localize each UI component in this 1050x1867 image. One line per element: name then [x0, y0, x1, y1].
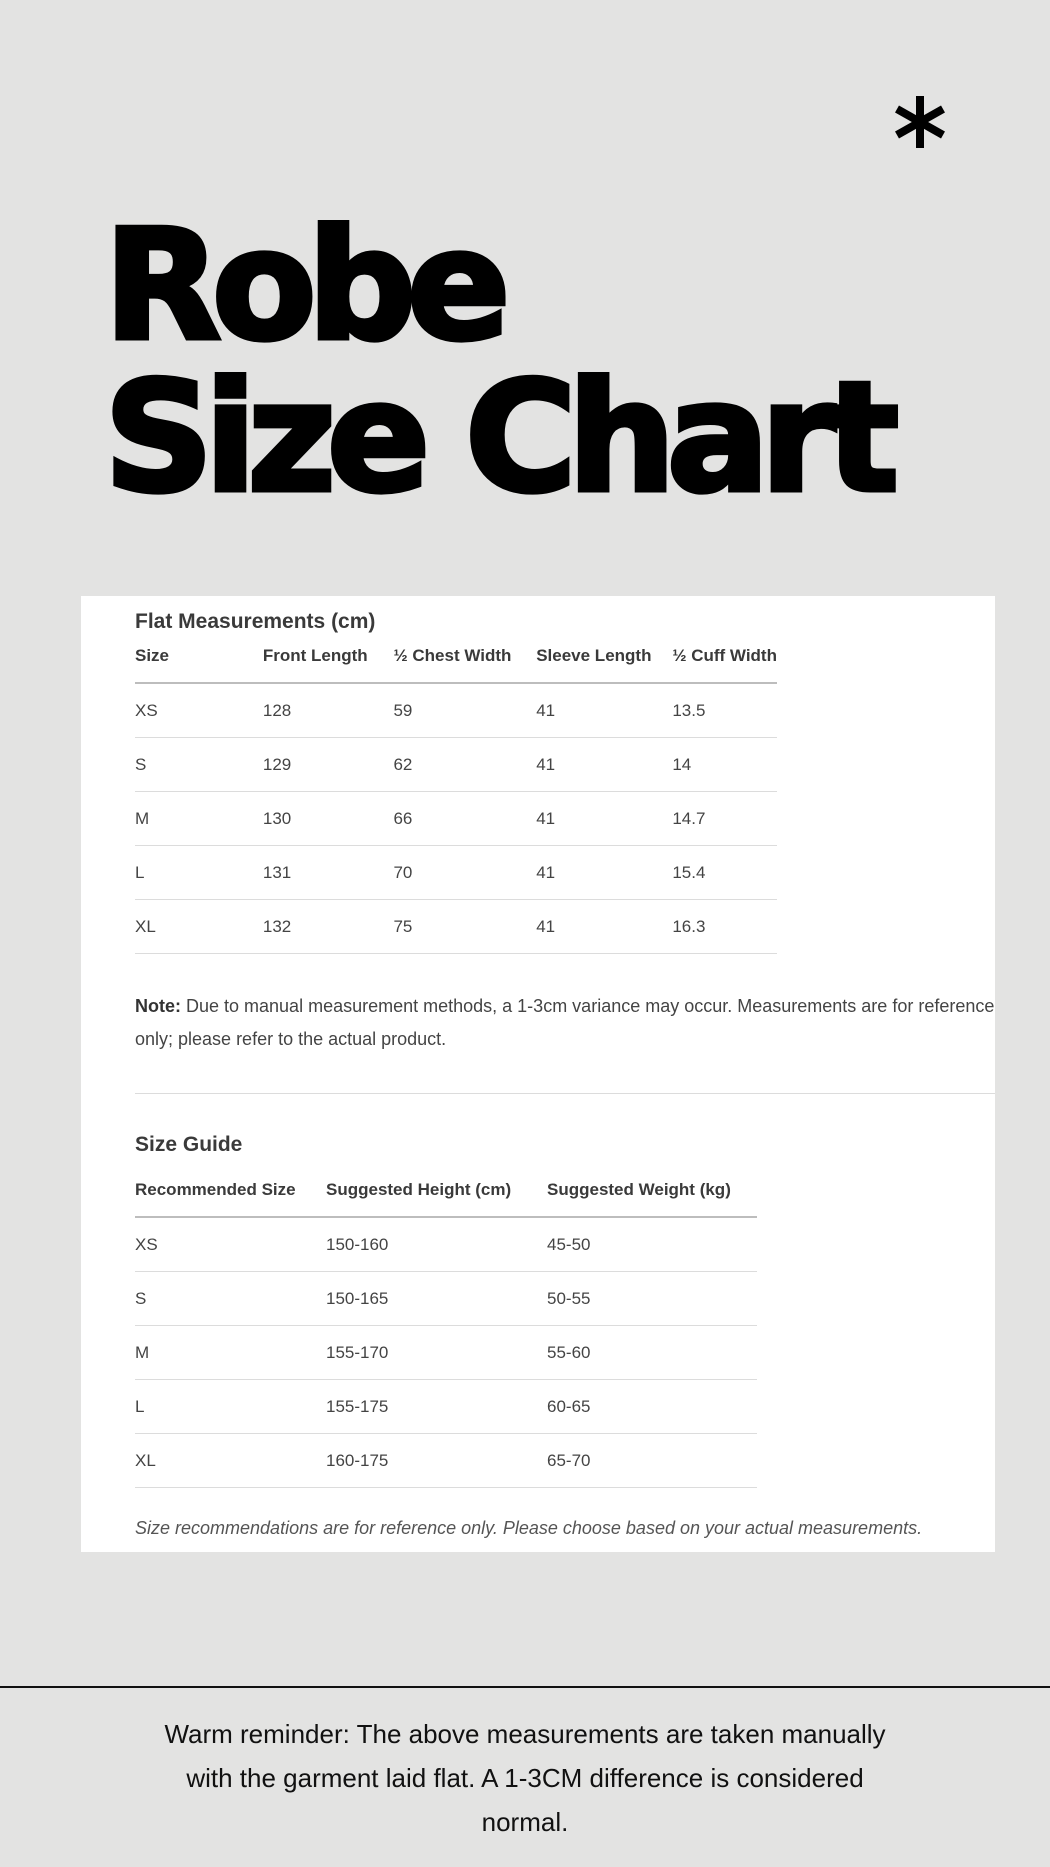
column-header: Suggested Weight (kg): [547, 1164, 757, 1217]
section-divider: [135, 1093, 995, 1094]
title-line-1: Robe: [104, 197, 502, 374]
table-cell: XS: [135, 683, 263, 738]
table-cell: M: [135, 792, 263, 846]
table-cell: 50-55: [547, 1272, 757, 1326]
measurement-note: [135, 990, 995, 1056]
column-header: ½ Chest Width: [393, 630, 536, 683]
table-row: [135, 683, 777, 738]
table-cell: 55-60: [547, 1326, 757, 1380]
column-header: Size: [135, 630, 263, 683]
table-cell: XS: [135, 1217, 326, 1272]
table-cell: S: [135, 1272, 326, 1326]
table-cell: 132: [263, 900, 394, 954]
table-cell: 150-165: [326, 1272, 547, 1326]
table-cell: 130: [263, 792, 394, 846]
table-cell: 70: [393, 846, 536, 900]
table-row: [135, 738, 777, 792]
table-cell: 41: [536, 900, 672, 954]
table-cell: 62: [393, 738, 536, 792]
table-row: [135, 792, 777, 846]
table-row: [135, 1380, 757, 1434]
note-text: Due to manual measurement methods, a 1-3cm variance may occur. Measurements are for reference only; please refer to the actual product.: [135, 996, 995, 1049]
table-header-row: [135, 1164, 757, 1217]
table-cell: 66: [393, 792, 536, 846]
table-row: [135, 846, 777, 900]
column-header: Recommended Size: [135, 1164, 326, 1217]
table-cell: 45-50: [547, 1217, 757, 1272]
table-cell: 41: [536, 846, 672, 900]
page-title: [104, 197, 891, 526]
table-row: [135, 1434, 757, 1488]
table-cell: M: [135, 1326, 326, 1380]
table-cell: L: [135, 1380, 326, 1434]
title-line-2: Size Chart: [104, 349, 891, 526]
table-cell: 60-65: [547, 1380, 757, 1434]
table-cell: 41: [536, 738, 672, 792]
table-cell: 14.7: [672, 792, 777, 846]
table-cell: 13.5: [672, 683, 777, 738]
column-header: Suggested Height (cm): [326, 1164, 547, 1217]
table-cell: 14: [672, 738, 777, 792]
flat-measurements-title: Flat Measurements (cm): [135, 610, 376, 633]
table-cell: 75: [393, 900, 536, 954]
table-row: [135, 1217, 757, 1272]
table-cell: 155-175: [326, 1380, 547, 1434]
table-cell: 15.4: [672, 846, 777, 900]
table-row: [135, 1326, 757, 1380]
footer-divider: [0, 1686, 1050, 1688]
footer-reminder: Warm reminder: The above measurements are taken manually with the garment laid flat. A 1-3CM difference is considered normal.: [164, 1719, 886, 1837]
column-header: ½ Cuff Width: [672, 630, 777, 683]
table-row: [135, 900, 777, 954]
table-cell: 59: [393, 683, 536, 738]
table-cell: XL: [135, 1434, 326, 1488]
table-cell: S: [135, 738, 263, 792]
table-header-row: [135, 630, 777, 683]
table-cell: 41: [536, 792, 672, 846]
table-cell: 41: [536, 683, 672, 738]
column-header: Sleeve Length: [536, 630, 672, 683]
asterisk-icon: [893, 92, 947, 152]
table-cell: 131: [263, 846, 394, 900]
size-guide-disclaimer: Size recommendations are for reference only. Please choose based on your actual measurements.: [135, 1518, 923, 1538]
table-cell: L: [135, 846, 263, 900]
table-cell: 155-170: [326, 1326, 547, 1380]
size-chart-card: [81, 596, 995, 1552]
column-header: Front Length: [263, 630, 394, 683]
size-guide-table: [135, 1164, 757, 1488]
flat-measurements-table: [135, 630, 777, 954]
table-cell: 129: [263, 738, 394, 792]
table-cell: XL: [135, 900, 263, 954]
size-guide-title: Size Guide: [135, 1133, 243, 1156]
table-cell: 160-175: [326, 1434, 547, 1488]
table-row: [135, 1272, 757, 1326]
table-cell: 150-160: [326, 1217, 547, 1272]
table-cell: 16.3: [672, 900, 777, 954]
table-cell: 128: [263, 683, 394, 738]
table-cell: 65-70: [547, 1434, 757, 1488]
note-label: Note:: [135, 996, 181, 1016]
